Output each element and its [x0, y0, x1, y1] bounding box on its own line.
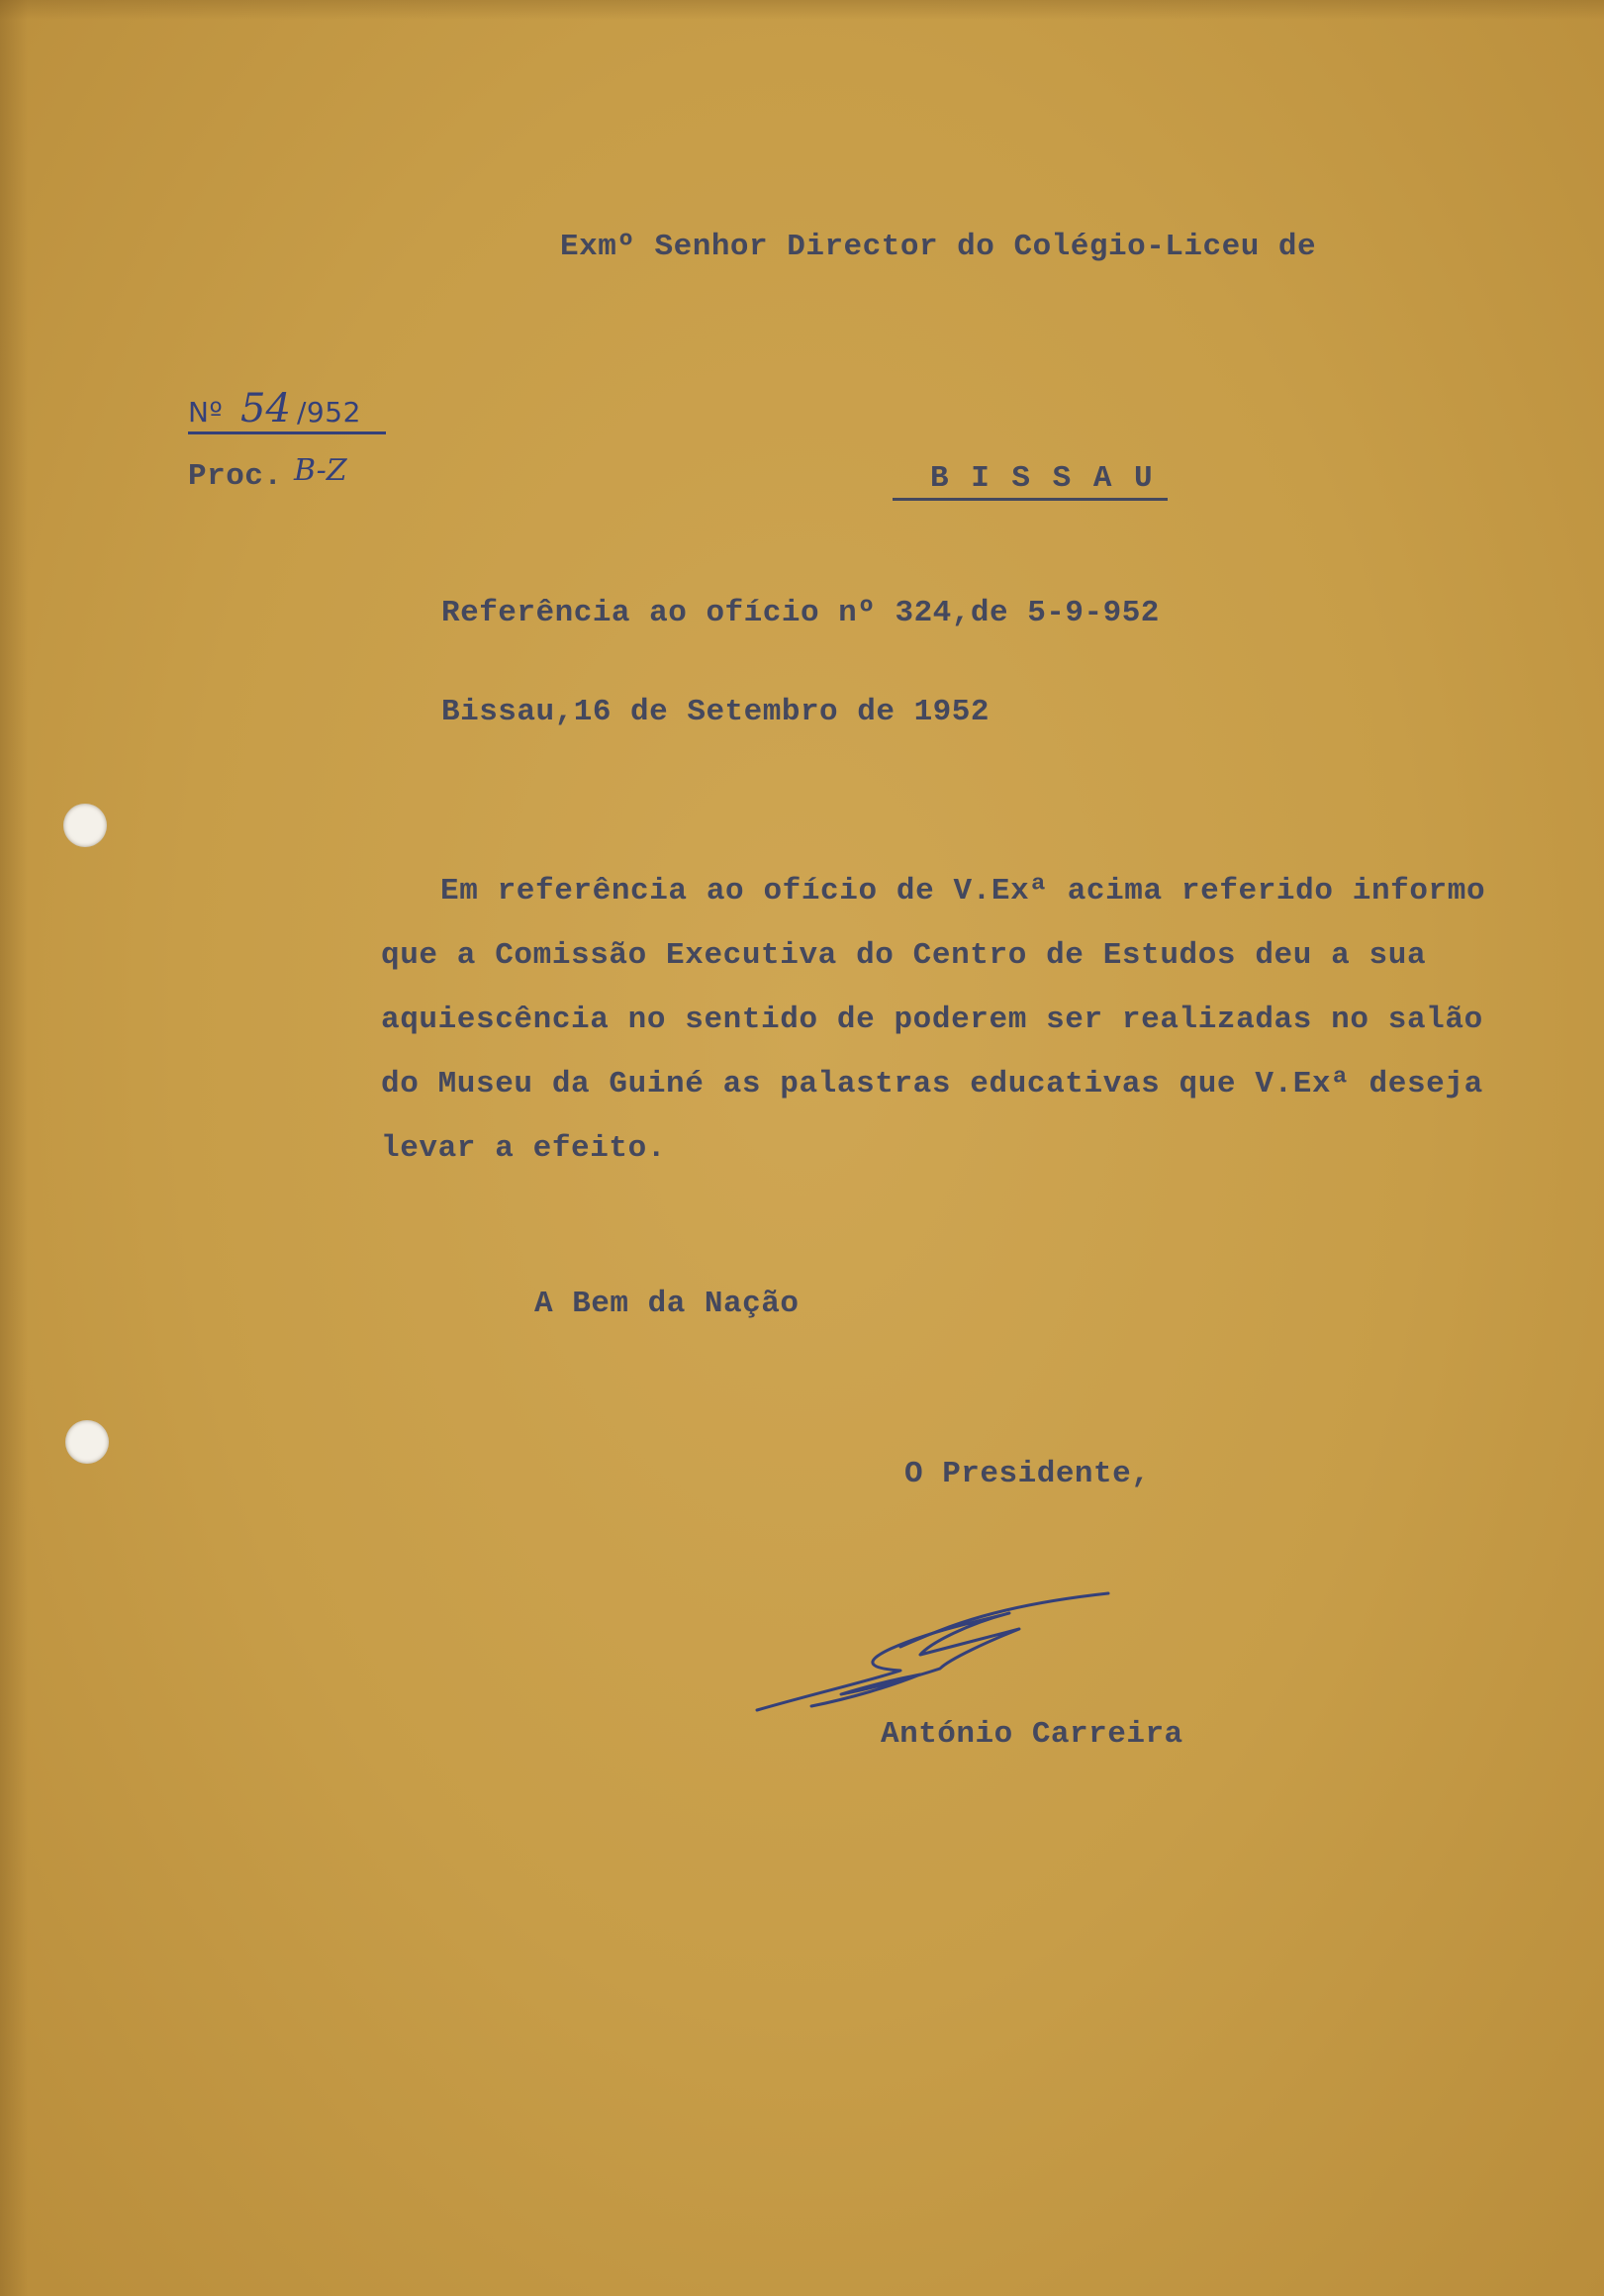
- paper-edge-shadow: [0, 0, 28, 2296]
- handwritten-signature: [752, 1583, 1128, 1732]
- closing-formula: A Bem da Nação: [534, 1287, 800, 1321]
- place-date-line: Bissau,16 de Setembro de 1952: [441, 695, 990, 729]
- signatory-title: O Presidente,: [904, 1457, 1151, 1491]
- signatory-name: António Carreira: [881, 1717, 1183, 1752]
- paper-top-shadow: [0, 0, 1604, 20]
- process-label: Proc.: [188, 459, 283, 494]
- destination-underline: [893, 498, 1168, 501]
- punch-hole-upper: [63, 804, 107, 847]
- signature-stroke: [757, 1613, 1019, 1710]
- signature-underline-stroke: [900, 1593, 1108, 1647]
- body-line: Em referência ao ofício de V.Exª acima referido informo: [440, 874, 1486, 909]
- reference-line: Referência ao ofício nº 324,de 5-9-952: [441, 596, 1160, 630]
- reference-number-prefix: Nº: [188, 396, 224, 429]
- letter-body: [381, 859, 1519, 1181]
- body-line: levar a efeito.: [381, 1131, 667, 1166]
- body-line: que a Comissão Executiva do Centro de Estudos deu a sua: [381, 938, 1427, 973]
- process-code-handwritten: B-Z: [294, 453, 347, 488]
- body-line: aquiescência no sentido de poderem ser realizadas no salão: [381, 1003, 1483, 1037]
- punch-hole-lower: [65, 1420, 109, 1464]
- reference-number-handwritten: 54: [240, 386, 291, 431]
- reference-number-year: /952: [297, 396, 361, 429]
- reference-number-underline: [188, 431, 386, 434]
- body-line: do Museu da Guiné as palastras educativas que V.Exª deseja: [381, 1067, 1483, 1101]
- addressee-line: Exmº Senhor Director do Colégio-Liceu de: [560, 230, 1317, 264]
- destination-city: B I S S A U: [930, 461, 1155, 496]
